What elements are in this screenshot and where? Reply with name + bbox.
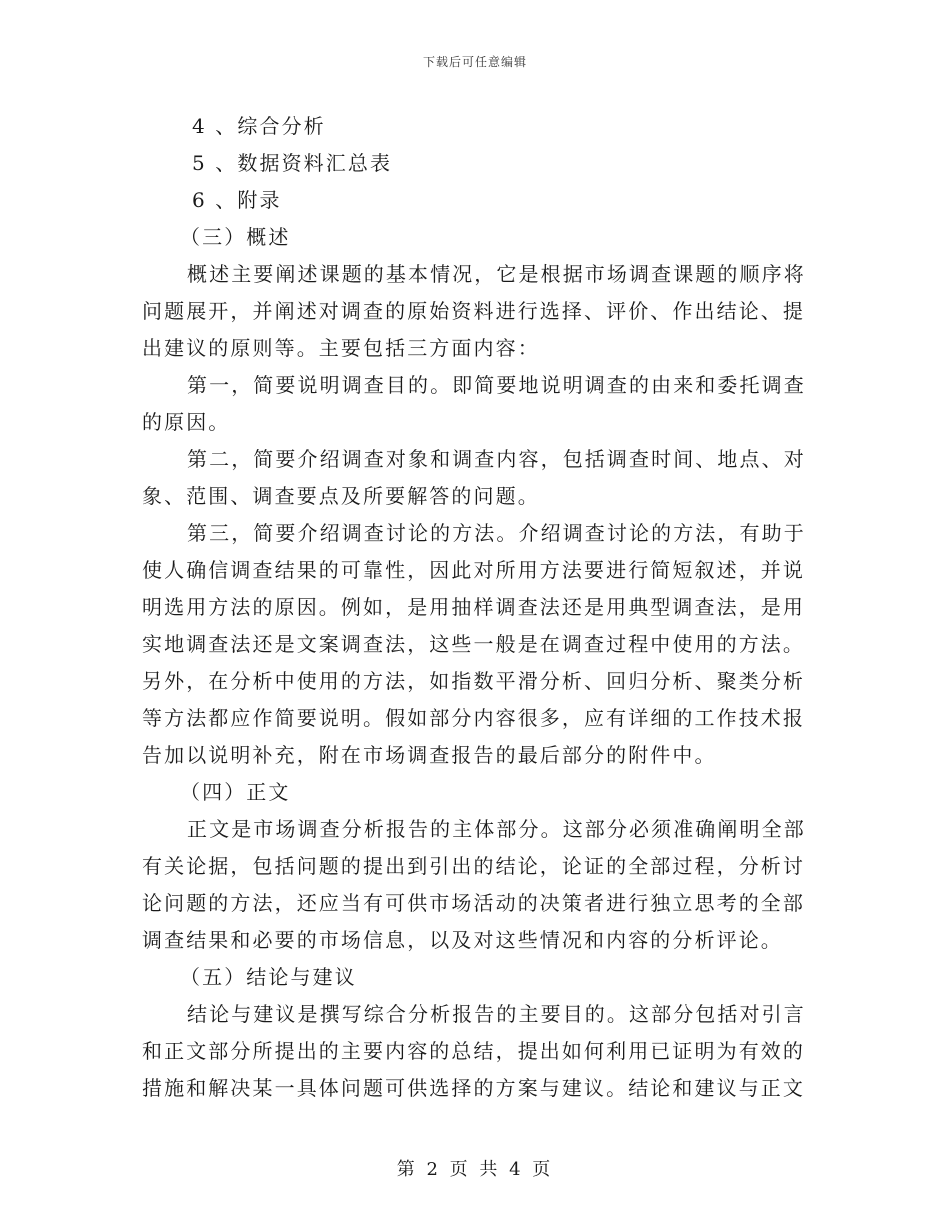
- paragraph-line: 问题展开，并阐述对调查的原始资料进行选择、评价、作出结论、提: [142, 299, 805, 323]
- paragraph-line: 第三，简要介绍调查讨论的方法。介绍调查讨论的方法，有助于: [187, 521, 806, 545]
- paragraph-line: 出建议的原则等。主要包括三方面内容：: [142, 336, 540, 360]
- paragraph-line: 正文是市场调查分析报告的主体部分。这部分必须准确阐明全部: [187, 817, 806, 841]
- document-body: [142, 108, 806, 1107]
- list-item: 4 、综合分析: [192, 114, 326, 138]
- paragraph-line: 第二，简要介绍调查对象和调查内容，包括调查时间、地点、对: [187, 447, 806, 471]
- paragraph-line: 的原因。: [142, 410, 231, 434]
- paragraph-line: 告加以说明补充，附在市场调查报告的最后部分的附件中。: [142, 743, 717, 767]
- section-heading: （五）结论与建议: [180, 965, 357, 989]
- paragraph-line: 实地调查法还是文案调查法，这些一般是在调查过程中使用的方法。: [142, 632, 805, 656]
- paragraph-line: 论问题的方法，还应当有可供市场活动的决策者进行独立思考的全部: [142, 891, 805, 915]
- paragraph-line: 第一，简要说明调查目的。即简要地说明调查的由来和委托调查: [187, 373, 806, 397]
- list-item: 5 、数据资料汇总表: [192, 151, 393, 175]
- list-item: 6 、附录: [192, 188, 282, 212]
- paragraph-line: 调查结果和必要的市场信息，以及对这些情况和内容的分析评论。: [142, 928, 783, 952]
- paragraph-line: 象、范围、调查要点及所要解答的问题。: [142, 484, 540, 508]
- paragraph-line: 有关论据，包括问题的提出到引出的结论，论证的全部过程，分析讨: [142, 854, 805, 878]
- paragraph-line: 等方法都应作简要说明。假如部分内容很多，应有详细的工作技术报: [142, 706, 805, 730]
- section-heading: （三）概述: [180, 225, 291, 249]
- paragraph-line: 措施和解决某一具体问题可供选择的方案与建议。结论和建议与正文: [142, 1076, 805, 1100]
- paragraph-line: 明选用方法的原因。例如，是用抽样调查法还是用典型调查法，是用: [142, 595, 805, 619]
- page-number-footer: 第 2 页 共 4 页: [396, 1159, 554, 1180]
- paragraph-line: 概述主要阐述课题的基本情况，它是根据市场调查课题的顺序将: [187, 262, 806, 286]
- page-header: 下载后可任意编辑: [422, 55, 527, 69]
- paragraph-line: 使人确信调查结果的可靠性，因此对所用方法要进行简短叙述，并说: [142, 558, 805, 582]
- paragraph-line: 和正文部分所提出的主要内容的总结，提出如何利用已证明为有效的: [142, 1039, 805, 1063]
- paragraph-line: 另外，在分析中使用的方法，如指数平滑分析、回归分析、聚类分析: [142, 669, 805, 693]
- section-heading: （四）正文: [180, 780, 291, 804]
- paragraph-line: 结论与建议是撰写综合分析报告的主要目的。这部分包括对引言: [187, 1002, 806, 1026]
